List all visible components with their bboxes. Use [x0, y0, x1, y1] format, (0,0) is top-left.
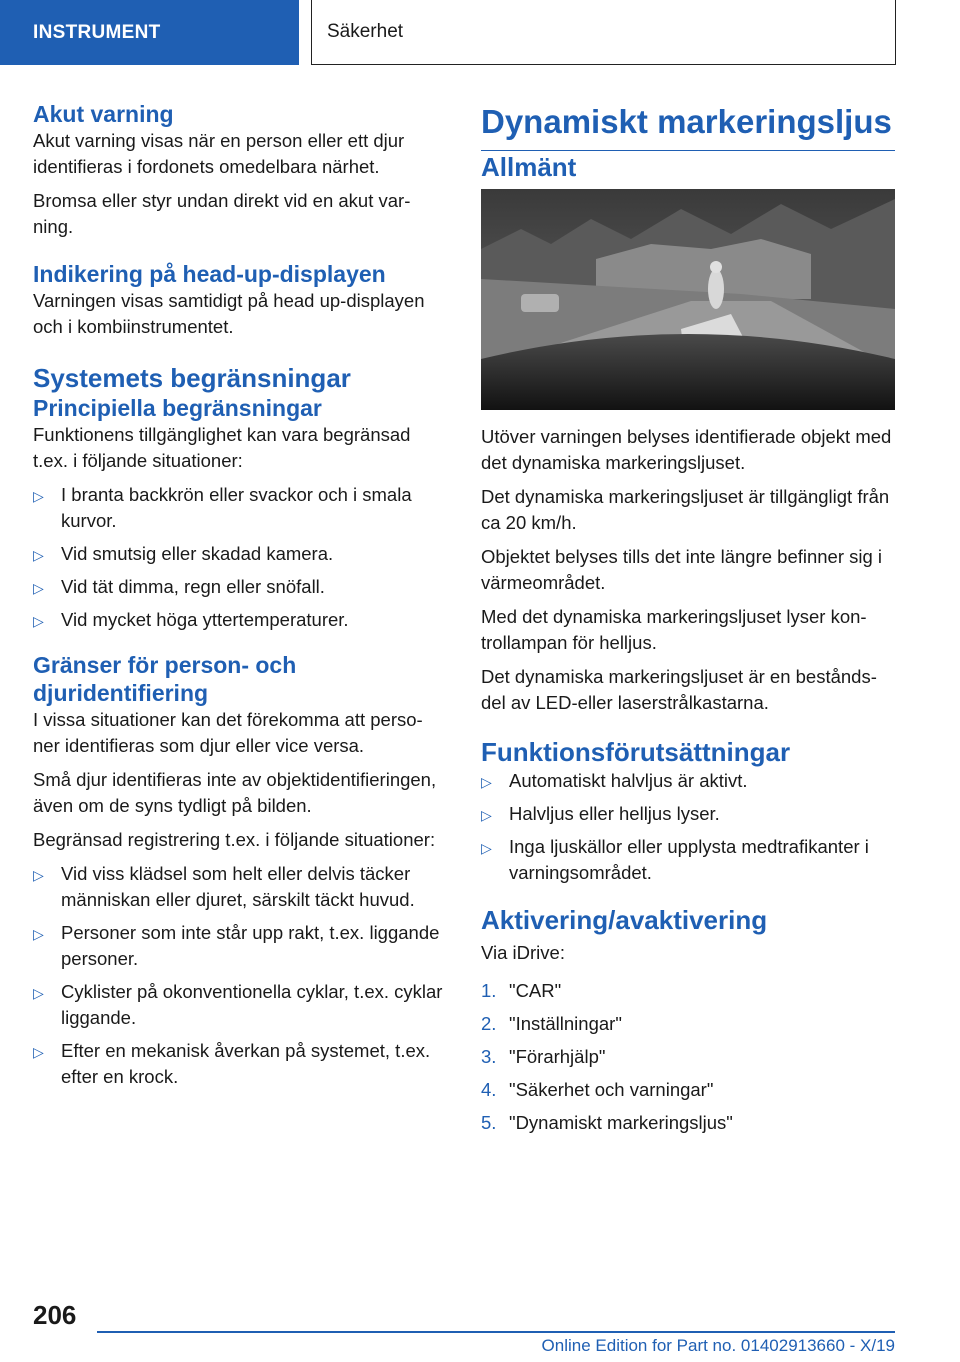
- night-road-image: [481, 189, 895, 410]
- list-item: ▷ Efter en mekanisk åverkan på systemet, t.ex. efter en krock.: [33, 1040, 431, 1087]
- heading-dynamiskt-markeringsljus: Dynamiskt markeringsljus: [481, 100, 895, 151]
- triangle-bullet-icon: ▷: [33, 488, 44, 504]
- triangle-bullet-icon: ▷: [33, 867, 44, 883]
- triangle-bullet-icon: ▷: [33, 1044, 44, 1060]
- heading-funktionsforutsattningar: Funktionsförutsättningar: [481, 737, 791, 767]
- list-item: 4. "Säkerhet och varningar": [481, 1079, 714, 1100]
- paragraph: Det dynamiska markeringsljuset är en bestånds- del av LED-eller laserstrålkastarna.: [481, 666, 877, 713]
- triangle-bullet-icon: ▷: [481, 807, 492, 823]
- paragraph: Utöver varningen belyses identifierade objekt med det dynamiska markeringsljuset.: [481, 426, 892, 473]
- heading-principiella: Principiella begränsningar: [33, 395, 322, 421]
- paragraph: Akut varning visas när en person eller ett djur identifieras i fordonets omedelbara närhet.: [33, 130, 405, 177]
- chapter-tab: [311, 0, 896, 65]
- list-item: ▷ Vid tät dimma, regn eller snöfall.: [33, 574, 448, 600]
- list-item: ▷ Cyklister på okonventionella cyklar, t.ex. cyklar liggande.: [33, 981, 443, 1028]
- heading-systemets-begransningar: Systemets begränsningar: [33, 363, 351, 393]
- paragraph: Med det dynamiska markeringsljuset lyser kon- trollampan för helljus.: [481, 606, 867, 653]
- list-item: 1. "CAR": [481, 980, 562, 1001]
- triangle-bullet-icon: ▷: [33, 547, 44, 563]
- paragraph: Små djur identifieras inte av objektidentifieringen, även om de syns tydligt på bilden.: [33, 769, 437, 816]
- steps-list: [481, 978, 895, 1136]
- list-item: 3. "Förarhjälp": [481, 1046, 606, 1067]
- heading-akut-varning: Akut varning: [33, 101, 174, 127]
- list-item: ▷ I branta backkrön eller svackor och i smala kurvor.: [33, 484, 412, 531]
- paragraph: Begränsad registrering t.ex. i följande situationer:: [33, 829, 436, 850]
- paragraph: Varningen visas samtidigt på head up-displayen och i kombiinstrumentet.: [33, 290, 425, 337]
- triangle-bullet-icon: ▷: [33, 985, 44, 1001]
- forutsattningar-list: [481, 768, 895, 886]
- heading-hud: Indikering på head-up-displayen: [33, 261, 386, 287]
- paragraph: Det dynamiska markeringsljuset är tillgängligt från ca 20 km/h.: [481, 486, 890, 533]
- page-number: 206: [33, 1300, 77, 1330]
- heading-aktivering: Aktivering/avaktivering: [481, 905, 768, 935]
- triangle-bullet-icon: ▷: [33, 926, 44, 942]
- triangle-bullet-icon: ▷: [481, 774, 492, 790]
- heading-allmant: Allmänt: [481, 152, 577, 182]
- triangle-bullet-icon: ▷: [33, 613, 44, 629]
- right-column: [481, 100, 895, 1143]
- left-column: [33, 100, 448, 1102]
- list-item: ▷ Halvljus eller helljus lyser.: [481, 801, 895, 827]
- list-item: ▷ Automatiskt halvljus är aktivt.: [481, 768, 895, 794]
- paragraph: Bromsa eller styr undan direkt vid en akut var- ning.: [33, 190, 411, 237]
- list-item: ▷ Inga ljuskällor eller upplysta medtrafikanter i varningsområdet.: [481, 836, 869, 883]
- edition-footer: Online Edition for Part no. 01402913660 - X/19: [541, 1336, 895, 1355]
- triangle-bullet-icon: ▷: [33, 580, 44, 596]
- paragraph: Funktionens tillgänglighet kan vara begränsad t.ex. i följande situationer:: [33, 424, 411, 471]
- paragraph: I vissa situationer kan det förekomma att perso- ner identifieras som djur eller vice versa.: [33, 709, 423, 756]
- section-tab: [0, 0, 299, 65]
- list-item: 5. "Dynamiskt markeringsljus": [481, 1112, 733, 1133]
- principiella-list: [33, 482, 448, 633]
- paragraph: Via iDrive:: [481, 942, 565, 963]
- paragraph: Objektet belyses tills det inte längre befinner sig i värmeområdet.: [481, 546, 883, 593]
- list-item: ▷ Vid smutsig eller skadad kamera.: [33, 541, 448, 567]
- chapter-label: Säkerhet: [327, 21, 404, 42]
- list-item: 2. "Inställningar": [481, 1013, 622, 1034]
- list-item: ▷ Vid mycket höga yttertemperaturer.: [33, 607, 448, 633]
- triangle-bullet-icon: ▷: [481, 840, 492, 856]
- list-item: ▷ Vid viss klädsel som helt eller delvis täcker människan eller djuret, särskilt täckt huvud.: [33, 863, 415, 910]
- list-item: ▷ Personer som inte står upp rakt, t.ex. liggande personer.: [33, 922, 440, 969]
- section-label: INSTRUMENT: [33, 21, 161, 43]
- footer-rule: [97, 1331, 895, 1333]
- granser-list: [33, 861, 448, 1090]
- heading-granser: Gränser för person- och djuridentifiering: [33, 652, 297, 706]
